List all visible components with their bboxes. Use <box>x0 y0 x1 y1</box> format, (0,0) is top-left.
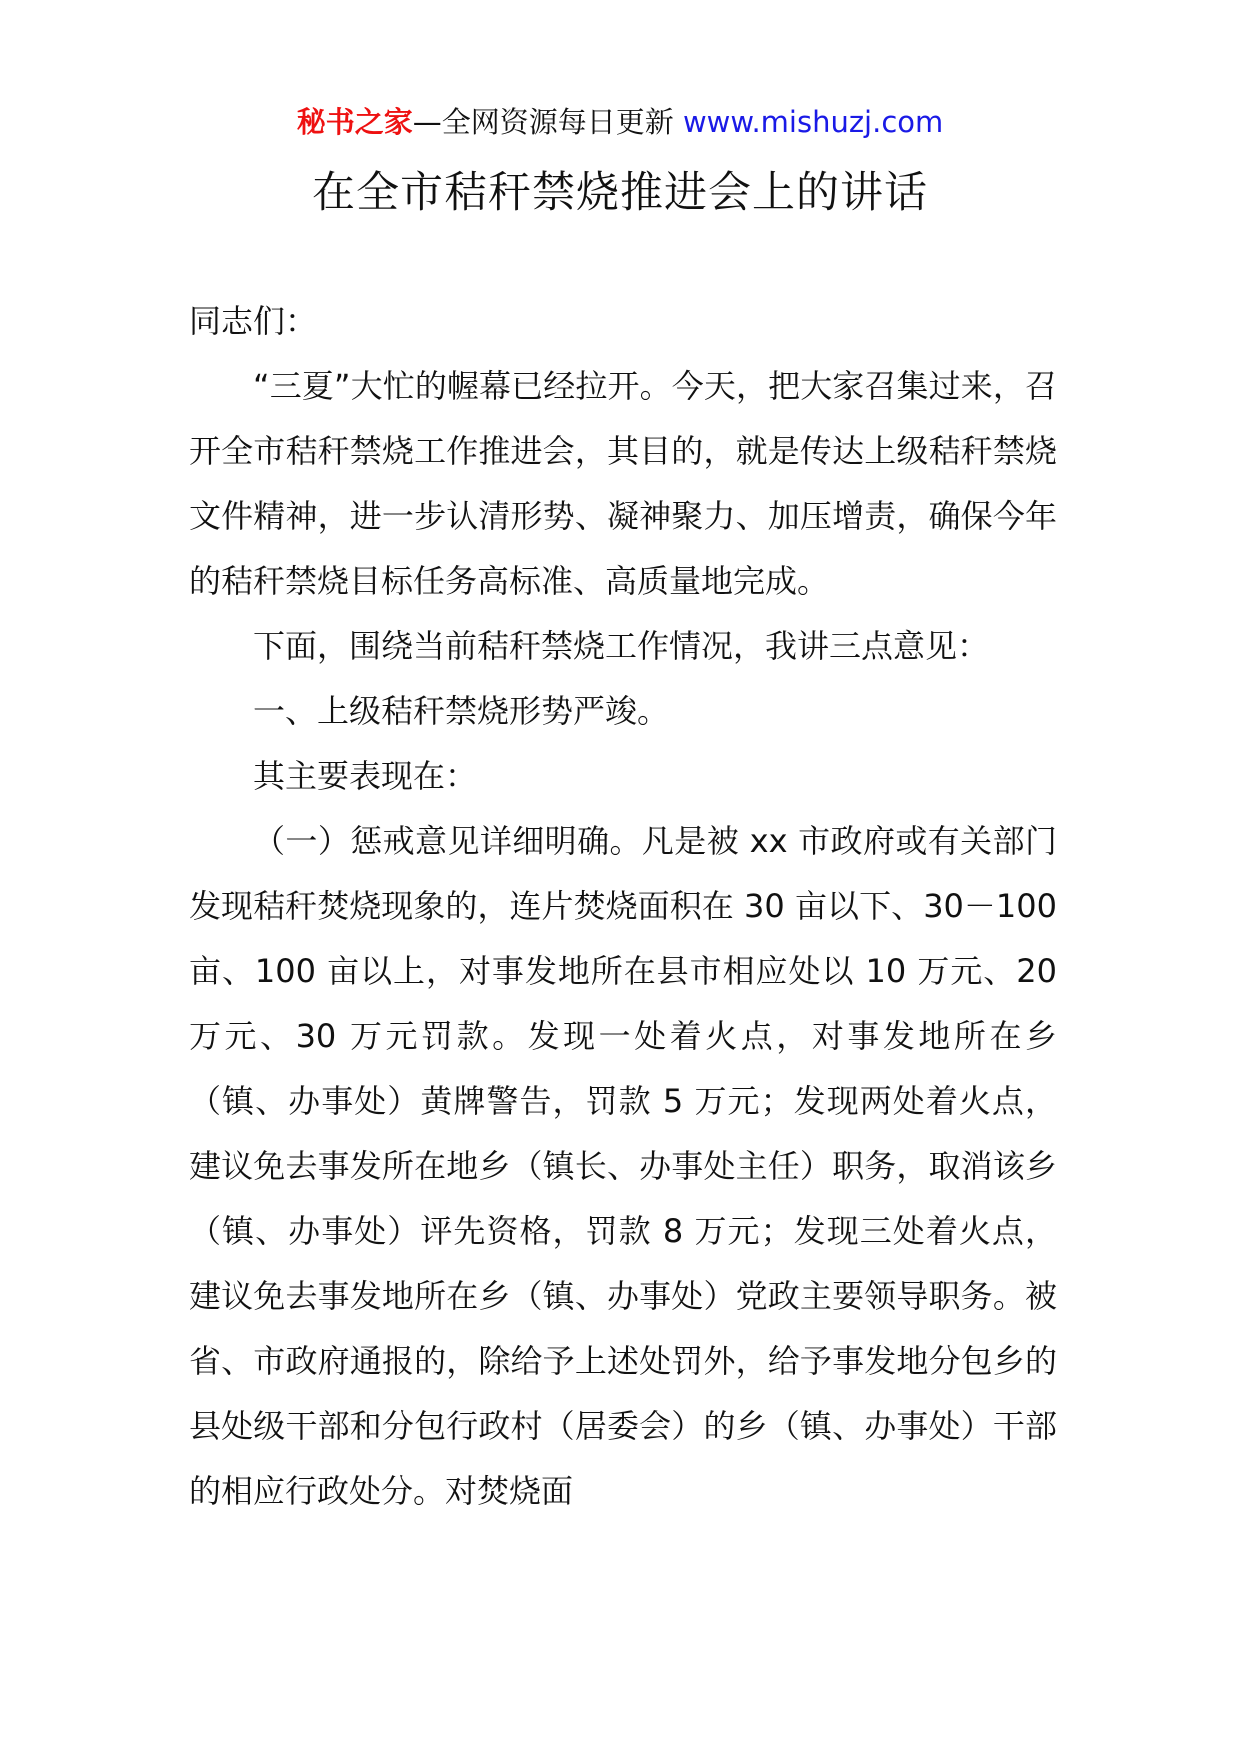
salutation: 同志们： <box>189 302 318 340</box>
brand-name: 秘书之家 <box>296 105 413 139</box>
site-header <box>0 102 1240 142</box>
paragraph-penalties: （一）惩戒意见详细明确。凡是被 xx 市政府或有关部门发现秸秆焚烧现象的，连片焚烧面积在 30 亩以下、30－100 亩、100 亩以上，对事发地所在县市相应处以 10 万元、20 万元、30 万元罚款。发现一处着火点，对事发地所在乡（镇、办事处）黄牌警告，罚款 5 万元；发现两处着火点，建议免去事发所在地乡（镇长、办事处主任）职务，取消该乡（镇、办事处）评先资格，罚款 8 万元；发现三处着火点，建议免去事发地所在乡（镇、办事处）党政主要领导职务。被省、市政府通报的，除给予上述处罚外，给予事发地分包乡的县处级干部和分包行政村（居委会）的乡（镇、办事处）干部的相应行政处分。对焚烧面 <box>189 822 1057 1510</box>
paragraph-intro: “三夏”大忙的幄幕已经拉开。今天，把大家召集过来，召开全市秸秆禁烧工作推进会，其目的，就是传达上级秸秆禁烧文件精神，进一步认清形势、凝神聚力、加压增责，确保今年的秸秆禁烧目标任务高标准、高质量地完成。 <box>189 367 1057 600</box>
paragraph-lead: 其主要表现在： <box>253 757 478 795</box>
paragraph-outline: 下面，围绕当前秸秆禁烧工作情况，我讲三点意见： <box>253 627 990 665</box>
section-heading-1: 一、上级秸秆禁烧形势严竣。 <box>253 692 670 730</box>
header-tagline: —全网资源每日更新 <box>412 105 674 139</box>
site-link[interactable]: www.mishuzj.com <box>682 105 944 139</box>
document-body <box>189 289 1057 1524</box>
document-title: 在全市秸秆禁烧推进会上的讲话 <box>312 168 928 218</box>
